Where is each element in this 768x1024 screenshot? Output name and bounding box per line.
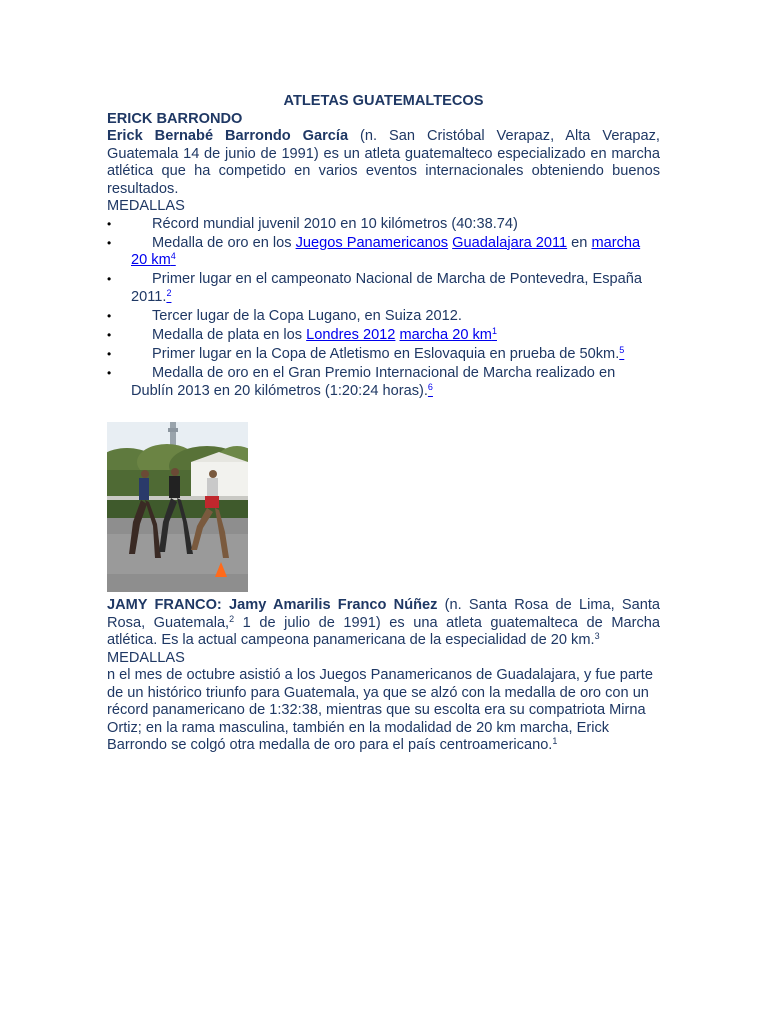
jamy-medals-text: n el mes de octubre asistió a los Juegos Panamericanos de Guadalajara, y fue parte de un histórico triunfo para Guatemala, ya que se alzó con la medalla de oro con un récord panamericano de 1:32:38, mientras que su escolta era su compatriota Mirna Ortiz; en la rama masculina, también en la modalidad de 20 km marcha, Erick Barrondo se colgó otra medalla de oro para el país centroamericano. — [107, 667, 653, 754]
document-page — [107, 92, 660, 755]
link-marcha-20km-label: marcha 20 km — [131, 234, 641, 269]
medal-text — [131, 235, 660, 270]
medal-text — [131, 346, 660, 364]
jamy-medals-label: MEDALLAS — [107, 649, 185, 666]
footnote-ref: 1 — [491, 325, 497, 336]
bullet-icon: • — [107, 235, 112, 250]
medal-text-pre: Medalla de oro en los — [152, 234, 296, 251]
bullet-icon: • — [107, 308, 112, 323]
list-item — [107, 327, 660, 345]
medal-text — [131, 327, 660, 345]
medal-text — [131, 365, 660, 400]
medal-text-body: Primer lugar en la Copa de Atletismo en Eslovaquia en prueba de 50km. — [152, 345, 620, 362]
bullet-icon: • — [107, 272, 112, 287]
bullet-icon: • — [107, 346, 112, 361]
medal-text — [131, 271, 660, 306]
erick-heading: ERICK BARRONDO — [107, 111, 243, 127]
list-item — [107, 271, 660, 306]
footnote-ref: 5 — [619, 344, 625, 355]
footnote-link[interactable] — [428, 383, 433, 399]
list-item — [107, 216, 660, 234]
jamy-bio — [107, 597, 660, 650]
erick-bio — [107, 128, 660, 198]
footnote-link[interactable] — [552, 737, 557, 753]
link-juegos-panamericanos[interactable]: Juegos Panamericanos — [295, 234, 449, 251]
medal-text-pre: Medalla de plata en los — [152, 326, 307, 343]
jamy-bio-text-a: (n. Santa Rosa de Lima, Santa Rosa, Guatemala, — [107, 597, 660, 631]
link-londres-2012[interactable]: Londres 2012 — [306, 326, 396, 343]
erick-bio-text: (n. San Cristóbal Verapaz, Alta Verapaz, Guatemala 14 de junio de 1991) es un atleta guatemalteco especializado en marcha atlética que ha competido en varios eventos internacionales obteniendo buenos resultados. — [107, 128, 660, 197]
jamy-full-name: JAMY FRANCO: Jamy Amarilis Franco Núñez — [107, 597, 438, 614]
footnote-ref: 6 — [427, 381, 433, 392]
footnote-ref: 3 — [594, 631, 600, 642]
list-item — [107, 365, 660, 400]
bullet-icon: • — [107, 216, 112, 231]
footnote-ref: 4 — [170, 251, 176, 262]
footnote-link[interactable] — [166, 289, 171, 305]
medal-text-body: Medalla de oro en el Gran Premio Internacional de Marcha realizado en Dublín 2013 en 20 kilómetros (1:20:24 horas). — [131, 365, 616, 399]
medal-text-mid: en — [567, 234, 592, 251]
bullet-icon: • — [107, 366, 112, 381]
list-item — [107, 235, 660, 270]
link-marcha-20km[interactable]: marcha 20 km — [399, 326, 492, 343]
footnote-link[interactable] — [619, 346, 624, 362]
jamy-medals-paragraph — [107, 667, 660, 755]
footnote-ref: 1 — [552, 736, 558, 747]
footnote-ref: 2 — [166, 287, 172, 298]
medal-text: Tercer lugar de la Copa Lugano, en Suiza 2012. — [152, 307, 462, 324]
medal-text: Récord mundial juvenil 2010 en 10 kilómetros (40:38.74) — [152, 215, 518, 232]
race-walkers-photo — [107, 422, 248, 592]
footnote-link[interactable] — [595, 632, 600, 648]
jamy-bio-text-b: 1 de julio de 1991) es una atleta guatemalteca de Marcha atlética. Es la actual campeona panamericana de la especialidad de 20 km. — [107, 614, 660, 649]
erick-full-name: Erick Bernabé Barrondo García — [107, 128, 349, 144]
list-item — [107, 308, 660, 326]
bullet-icon: • — [107, 327, 112, 342]
link-guadalajara-2011[interactable]: Guadalajara 2011 — [452, 234, 568, 251]
erick-medals-list — [107, 216, 660, 401]
footnote-ref: 2 — [229, 613, 235, 624]
list-item — [107, 346, 660, 364]
footnote-link[interactable] — [492, 327, 497, 343]
erick-medals-label: MEDALLAS — [107, 198, 185, 214]
medal-text-body: Primer lugar en el campeonato Nacional de Marcha de Pontevedra, España 2011. — [131, 271, 642, 305]
document-title: ATLETAS GUATEMALTECOS — [283, 93, 484, 109]
